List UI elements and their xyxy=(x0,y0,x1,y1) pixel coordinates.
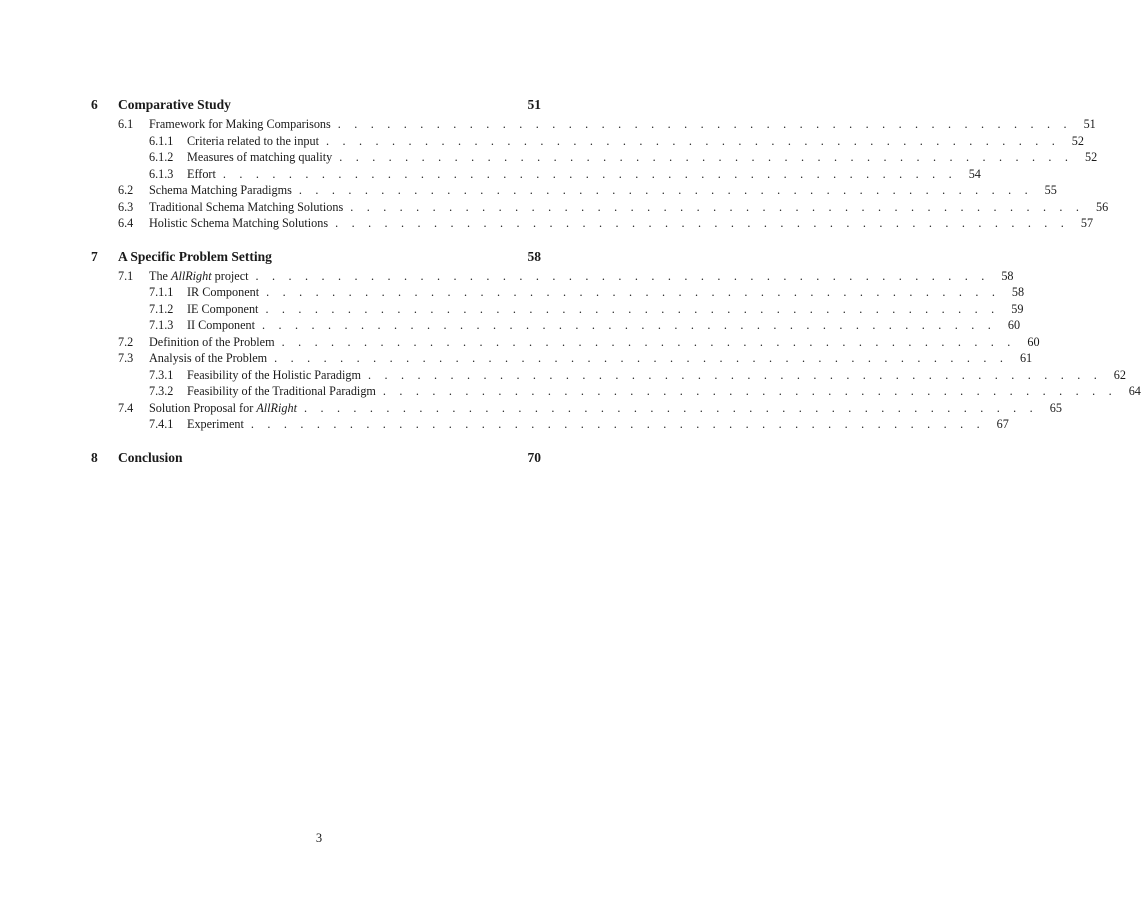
section-number: 6.2 xyxy=(118,183,134,197)
chapter-heading[interactable] xyxy=(91,450,541,470)
subsection-title: Experiment xyxy=(187,417,244,431)
leader-dots: . . . . . . . . . . . . . . . . . . . . . . . . . . . . . . . . . . . . . . . . . . . . . xyxy=(298,183,1033,197)
leader-dots: . . . . . . . . . . . . . . . . . . . . . . . . . . . . . . . . . . . . . . . . . . . . . xyxy=(250,417,985,431)
subsection-number: 7.3.2 xyxy=(149,384,174,398)
section-title: Schema Matching Paradigms xyxy=(149,183,292,197)
chapter-number: 8 xyxy=(91,449,98,465)
subsection-title: II Component xyxy=(187,318,256,332)
subsection-number: 6.1.3 xyxy=(149,166,174,181)
toc-entry[interactable] xyxy=(91,216,1094,233)
section-title: Traditional Schema Matching Solutions xyxy=(149,199,344,214)
subsection-page: 60 xyxy=(1007,318,1021,332)
subsection-title: Effort xyxy=(187,166,216,181)
toc-entry[interactable] xyxy=(91,301,1024,319)
leader-dots: . . . . . . . . . . . . . . . . . . . . . . . . . . . . . . . . . . . . . . . . . . . . . xyxy=(339,150,1074,164)
subsection-title: Criteria related to the input xyxy=(187,133,319,148)
leader-dots: . . . . . . . . . . . . . . . . . . . . . . . . . . . . . . . . . . . . . . . . . . . . . xyxy=(368,367,1102,382)
leader-dots: . . . . . . . . . . . . . . . . . . . . . . . . . . . . . . . . . . . . . . . . . . . . . xyxy=(303,400,1038,415)
chapter-6 xyxy=(91,97,1109,233)
leader-dots: . . . . . . . . . . . . . . . . . . . . . . . . . . . . . . . . . . . . . . . . . . . . . xyxy=(382,384,1117,398)
section-title-prefix: Solution Proposal for xyxy=(149,400,257,415)
subsection-number: 7.4.1 xyxy=(149,417,174,431)
subsection-title: IE Component xyxy=(187,301,259,316)
section-page: 57 xyxy=(1080,216,1094,230)
toc-entry[interactable] xyxy=(91,199,1109,217)
subsection-number: 6.1.1 xyxy=(149,133,174,148)
subsection-page: 52 xyxy=(1085,150,1098,164)
chapter-page: 51 xyxy=(527,97,541,112)
toc-entry[interactable] xyxy=(91,268,1014,286)
toc-entry[interactable] xyxy=(91,166,981,184)
section-page: 56 xyxy=(1096,199,1109,214)
leader-dots: . . . . . . . . . . . . . . . . . . . . . . . . . . . . . . . . . . . . . . . . . . . . . xyxy=(281,334,1016,349)
toc-entry[interactable] xyxy=(91,400,1062,418)
subsection-title: Feasibility of the Holistic Paradigm xyxy=(187,367,361,382)
chapter-title: Conclusion xyxy=(118,449,183,465)
section-page: 65 xyxy=(1049,400,1062,415)
leader-dots: . . . . . . . . . . . . . . . . . . . . . . . . . . . . . . . . . . . . . . . . . . . . . xyxy=(335,216,1070,230)
leader-dots: . . . . . . . . . . . . . . . . . . . . . . . . . . . . . . . . . . . . . . . . . . . . . xyxy=(350,199,1085,214)
subsection-number: 7.1.3 xyxy=(149,318,174,332)
toc-entry[interactable] xyxy=(91,417,1009,434)
chapter-title: Comparative Study xyxy=(118,97,231,112)
chapter-number: 7 xyxy=(91,248,98,264)
toc-entry[interactable] xyxy=(91,367,1126,385)
toc-entry[interactable] xyxy=(91,150,1098,167)
chapter-number: 6 xyxy=(91,97,98,112)
project-name: AllRight xyxy=(171,268,212,283)
section-page: 58 xyxy=(1001,268,1014,283)
subsection-title: Measures of matching quality xyxy=(187,150,333,164)
section-page: 51 xyxy=(1083,117,1096,131)
leader-dots: . . . . . . . . . . . . . . . . . . . . . . . . . . . . . . . . . . . . . . . . . . . . . xyxy=(255,268,990,283)
chapter-heading[interactable] xyxy=(91,249,541,269)
toc-entry[interactable] xyxy=(91,133,1084,151)
toc-entry[interactable] xyxy=(91,351,1033,368)
section-title xyxy=(149,269,249,284)
toc-entry[interactable] xyxy=(91,318,1021,335)
toc-entry[interactable] xyxy=(91,117,1096,134)
leader-dots: . . . . . . . . . . . . . . . . . . . . . . . . . . . . . . . . . . . . . . . . . . . . . xyxy=(326,133,1060,148)
leader-dots: . . . . . . . . . . . . . . . . . . . . . . . . . . . . . . . . . . . . . . . . . . . . . xyxy=(266,285,1001,299)
subsection-number: 7.1.2 xyxy=(149,301,174,316)
section-number: 6.4 xyxy=(118,216,134,230)
subsection-page: 58 xyxy=(1011,285,1025,299)
subsection-title: IR Component xyxy=(187,285,260,299)
chapter-page: 58 xyxy=(527,248,541,264)
section-page: 60 xyxy=(1027,334,1040,349)
subsection-number: 6.1.2 xyxy=(149,150,174,164)
toc-entry[interactable] xyxy=(91,183,1057,200)
section-title xyxy=(149,401,297,416)
leader-dots: . . . . . . . . . . . . . . . . . . . . . . . . . . . . . . . . . . . . . . . . . . . . . xyxy=(274,351,1009,365)
section-number: 6.1 xyxy=(118,117,134,131)
chapter-heading[interactable] xyxy=(91,97,541,117)
section-number: 7.1 xyxy=(118,268,134,283)
section-title: Analysis of the Problem xyxy=(149,351,268,365)
toc-entry[interactable] xyxy=(91,334,1040,352)
toc-entry[interactable] xyxy=(91,285,1025,302)
section-page: 55 xyxy=(1044,183,1057,197)
section-number: 7.3 xyxy=(118,351,134,365)
subsection-title: Feasibility of the Traditional Paradigm xyxy=(187,384,376,398)
leader-dots: . . . . . . . . . . . . . . . . . . . . . . . . . . . . . . . . . . . . . . . . . . . . . xyxy=(222,166,957,181)
subsection-page: 64 xyxy=(1128,384,1141,398)
chapter-7 xyxy=(91,248,1141,434)
subsection-page: 59 xyxy=(1011,301,1024,316)
chapter-page: 70 xyxy=(527,449,541,465)
section-title: Framework for Making Comparisons xyxy=(149,117,331,131)
leader-dots: . . . . . . . . . . . . . . . . . . . . . . . . . . . . . . . . . . . . . . . . . . . . . xyxy=(337,117,1072,131)
leader-dots: . . . . . . . . . . . . . . . . . . . . . . . . . . . . . . . . . . . . . . . . . . . . . xyxy=(265,301,1000,316)
section-number: 7.2 xyxy=(118,334,134,349)
subsection-page: 62 xyxy=(1113,367,1126,382)
subsection-number: 7.1.1 xyxy=(149,285,174,299)
section-number: 7.4 xyxy=(118,400,134,415)
toc-entry[interactable] xyxy=(91,384,1141,401)
subsection-page: 52 xyxy=(1071,133,1084,148)
table-of-contents xyxy=(91,97,1141,486)
page-number: 3 xyxy=(315,831,323,845)
chapter-title: A Specific Problem Setting xyxy=(118,248,272,264)
chapter-8 xyxy=(91,450,541,470)
section-page: 61 xyxy=(1019,351,1033,365)
section-title-suffix: project xyxy=(211,268,249,283)
section-number: 6.3 xyxy=(118,199,134,214)
section-title: Holistic Schema Matching Solutions xyxy=(149,216,329,230)
subsection-number: 7.3.1 xyxy=(149,367,174,382)
project-name: AllRight xyxy=(256,400,297,415)
section-title-prefix: The xyxy=(149,268,171,283)
subsection-page: 54 xyxy=(968,166,981,181)
leader-dots: . . . . . . . . . . . . . . . . . . . . . . . . . . . . . . . . . . . . . . . . . . . . . xyxy=(262,318,997,332)
subsection-page: 67 xyxy=(996,417,1009,431)
section-title: Definition of the Problem xyxy=(149,334,275,349)
